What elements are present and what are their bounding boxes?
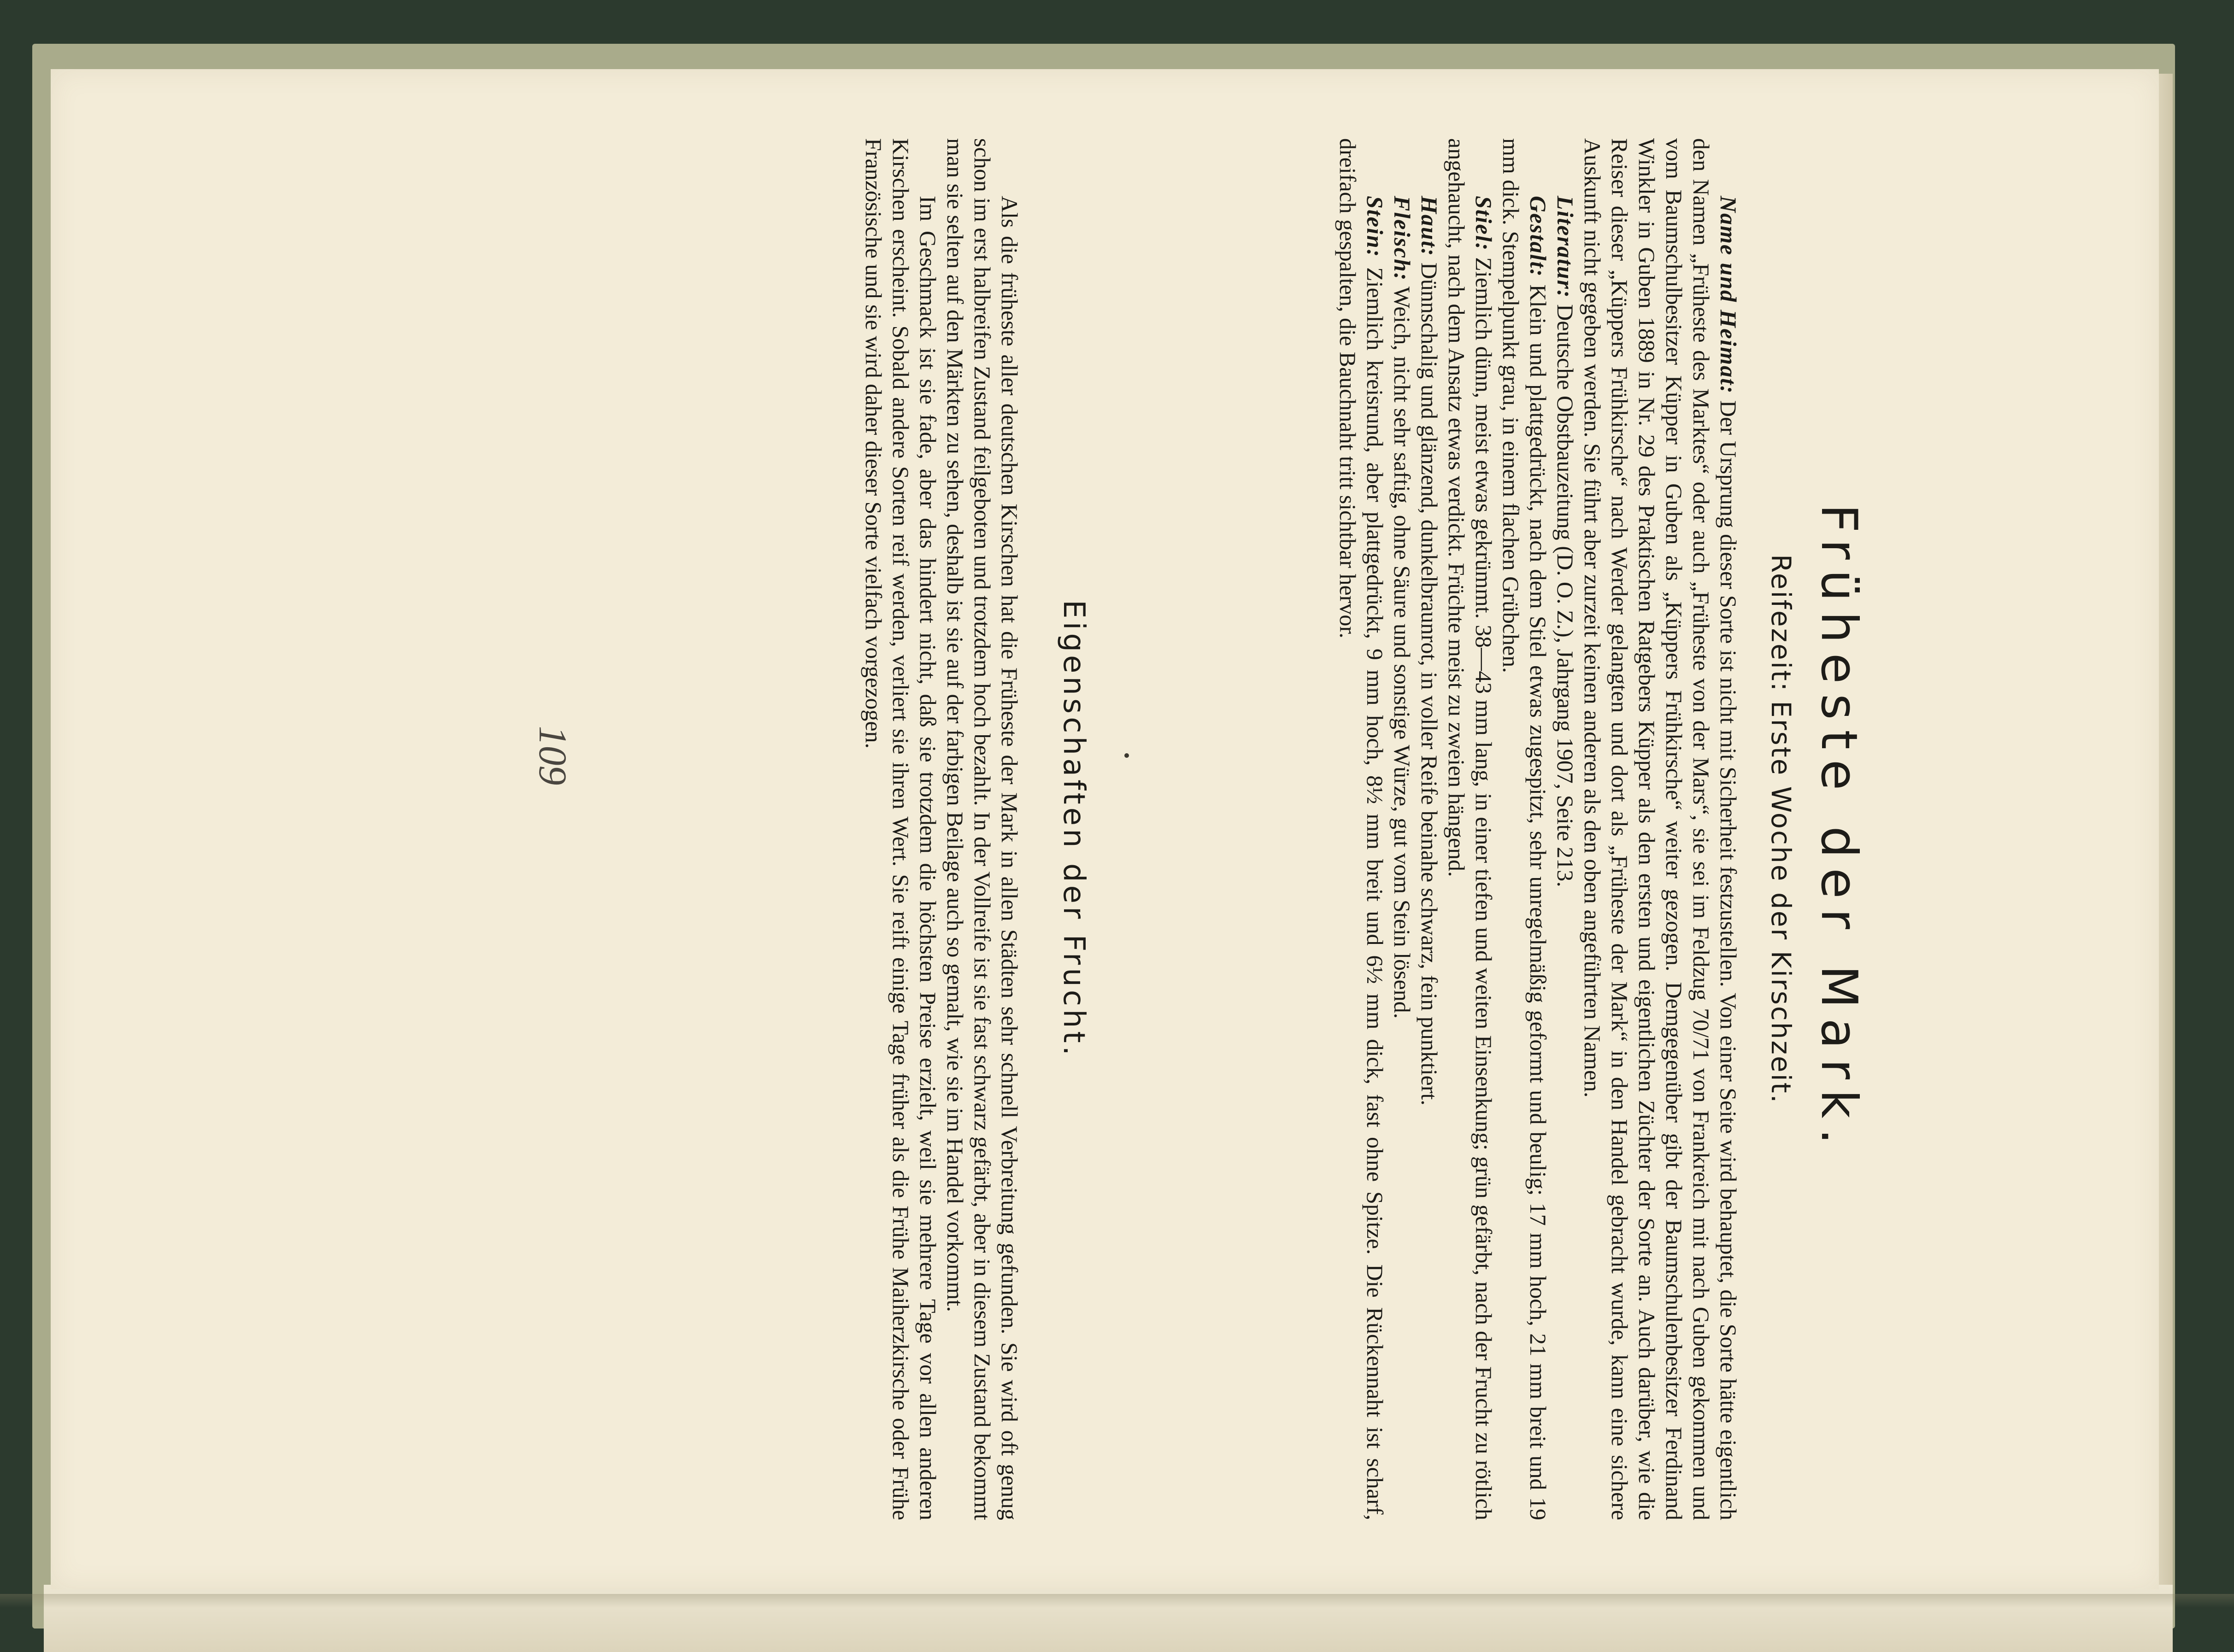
paragraph-stiel [1443,138,1497,1520]
paragraph-label: Fleisch: [1389,196,1415,281]
paragraph-text: Dünnschalig und glänzend, dunkelbraunrot, in voller Reife beinahe schwarz, fein punktiert. [1417,257,1442,1106]
paragraph-text: Klein und plattgedrückt, nach dem Stiel etwas zugespitzt, sehr unregelmäßig geformt und beulig; 17 mm hoch, 21 mm breit und 19 mm dick. Stempelpunkt grau, in einem flachen Grübchen. [1498,138,1551,1520]
properties-paragraph: Als die früheste aller deutschen Kirschen hat die Früheste der Mark in allen Städten sehr schnell Verbreitung gefunden. Sie wird oft genug schon im erst halbreifen Zustand feilgeboten und trotzdem hoch bezahlt. In der Vollreife ist sie fast schwarz gefärbt, aber in diesem Zustand bekommt man sie selten auf den Märkten zu sehen, deshalb ist sie auf der farbigen Beilage auch so gemalt, wie sie im Handel vorkommt. [942,138,1023,1520]
description-block [1334,138,1742,1520]
paragraph-label: Stiel: [1471,196,1497,252]
properties-block [860,138,1023,1520]
page-fold-shadow [0,1594,2234,1608]
paragraph-text: Ziemlich kreisrund, aber plattgedrückt, 9 mm hoch, 8½ mm breit und 6½ mm dick, fast ohne Spitze. Die Rückennaht ist scharf, dreifach gespalten, die Bauchnaht tritt sichtbar hervor. [1335,138,1388,1520]
rotated-page-content [272,138,1866,1520]
ripening-time-label: Reifezeit: [1765,554,1797,693]
paragraph-label: Haut: [1417,196,1442,257]
paragraph-haut [1416,138,1443,1520]
ripening-time-line [1763,138,1799,1520]
page-title: Früheste der Mark. [1810,504,1868,1154]
decorative-dot [1124,753,1129,758]
paragraph-text: Deutsche Obstbauzeitung (D. O. Z.), Jahrgang 1907, Seite 213. [1552,298,1578,887]
ripening-time-value: Erste Woche der Kirschzeit. [1765,701,1797,1104]
page-number: 109 [531,726,575,785]
paragraph-literatur [1552,138,1579,1520]
section-heading: Eigenschaften der Frucht. [1057,600,1091,1059]
paragraph-text: Der Ursprung dieser Sorte ist nicht mit Sicherheit festzustellen. Von einer Seite wird behauptet, die Sorte hätte eigentlich den Namen „Früheste des Marktes“ oder auch „Früheste von der Mars“, sie sei im Feldzug 70/71 von Frankreich mit nach Guben gekommen und vom Baumschulbesitzer Küpper in Guben als „Küppers Frühkirsche“ weiter gezogen. Demgegenüber gibt der Baumschulenbesitzer Ferdinand Winkler in Guben 1889 in Nr. 29 des Praktischen Ratgebers Küpper als den ersten und eigentlichen Züchter der Sorte an. Auch darüber, wie die Reiser dieser „Küppers Frühkirsche“ nach Werder gelangten und dort als „Früheste der Mark“ in den Handel gebracht wurde, kann eine sichere Auskunft nicht gegeben werden. Sie führt aber zurzeit keinen anderen als den oben angeführten Namen. [1580,138,1741,1521]
paragraph-text: Weich, nicht sehr saftig, ohne Säure und sonstige Würze, gut vom Stein lösend. [1389,281,1415,1019]
paragraph-label: Stein: [1362,196,1388,258]
paragraph-stein [1334,138,1388,1520]
paragraph-name-und-heimat [1579,138,1742,1520]
paragraph-label: Name und Heimat: [1716,196,1741,394]
paragraph-label: Gestalt: [1525,196,1551,278]
paragraph-fleisch [1388,138,1416,1520]
paragraph-label: Literatur: [1552,196,1578,299]
properties-paragraph: Im Geschmack ist sie fade, aber das hindert nicht, daß sie trotzdem die höchsten Preise erzielt, weil sie mehrere Tage vor allen anderen Kirschen erscheint. Sobald andere Sorten reif werden, verliert sie ihren Wert. Sie reift einige Tage früher als die Frühe Maiherzkirsche oder Frühe Französische und sie wird daher dieser Sorte vielfach vorgezogen. [861,138,941,1520]
paragraph-gestalt [1497,138,1552,1520]
paragraph-text: Ziemlich dünn, meist etwas gekrümmt. 38—43 mm lang, in einer tiefen und weiten Einsenkung; grün gefärbt, nach der Frucht zu rötlich angehaucht, nach dem Ansatz etwas verdickt. Früchte meist zu zweien hängend. [1444,138,1497,1520]
